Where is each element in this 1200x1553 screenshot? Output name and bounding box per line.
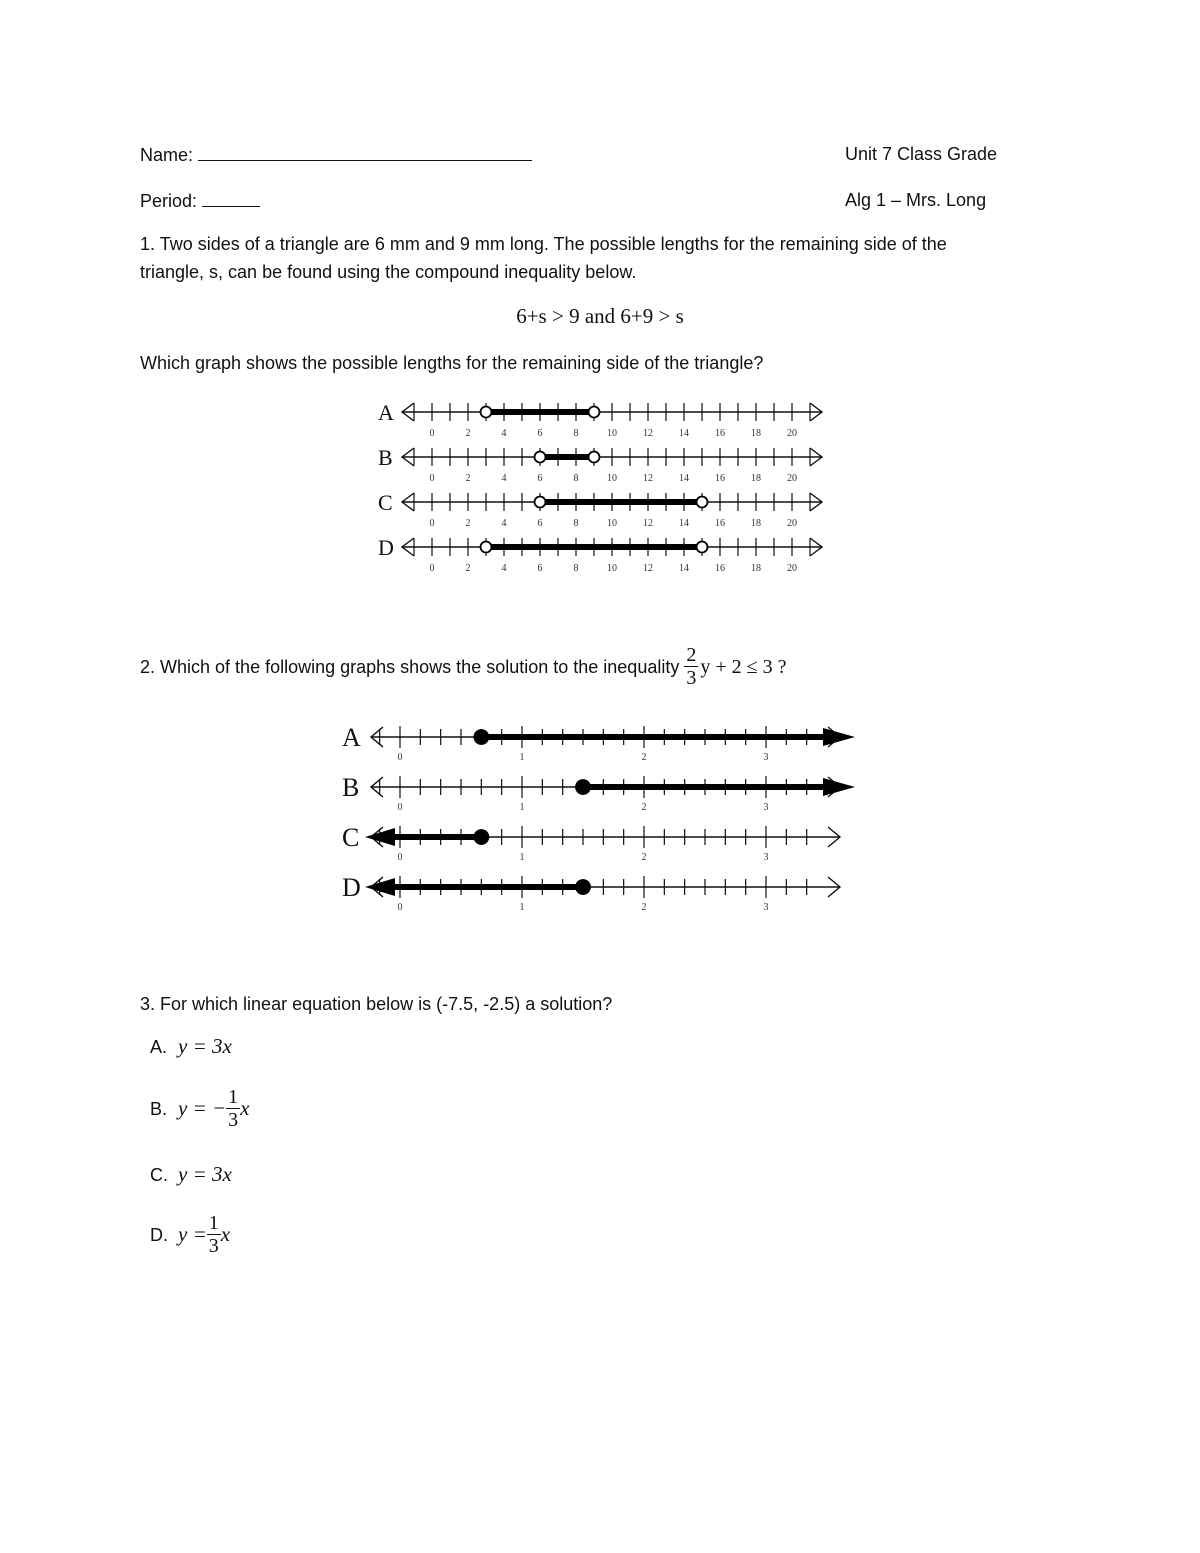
name-blank[interactable] — [198, 142, 532, 161]
tick-label: 16 — [715, 518, 725, 529]
tick-label: 6 — [537, 563, 543, 574]
q2-text — [140, 644, 787, 689]
q2-number-line-graphs — [335, 715, 875, 915]
q3-choice-d[interactable] — [150, 1212, 230, 1257]
tick-label: 12 — [643, 563, 653, 574]
tick-label: 2 — [465, 428, 471, 439]
choice-equation-lhs: y = − — [178, 1096, 227, 1120]
tick-label: 2 — [641, 752, 647, 763]
period-field — [140, 188, 260, 213]
tick-label: 20 — [787, 563, 797, 574]
choice-letter: C. — [150, 1164, 168, 1185]
tick-label: 14 — [679, 428, 689, 439]
endpoint-circle — [697, 497, 708, 508]
tick-label: 2 — [465, 518, 471, 529]
tick-label: 3 — [763, 752, 769, 763]
tick-label: 0 — [397, 902, 403, 913]
tick-label: 6 — [537, 428, 543, 439]
q1-text-line1 — [140, 232, 947, 256]
tick-label: 0 — [429, 563, 435, 574]
period-blank[interactable] — [202, 188, 260, 207]
q2-fraction — [684, 644, 698, 689]
endpoint-circle — [589, 407, 600, 418]
period-label: Period: — [140, 191, 198, 211]
tick-label: 3 — [763, 852, 769, 863]
tick-label: 14 — [679, 518, 689, 529]
frac-num: 1 — [208, 1212, 219, 1234]
ray-arrowhead-icon — [823, 778, 855, 796]
tick-label: 18 — [751, 428, 761, 439]
option-letter: D — [378, 535, 394, 560]
endpoint-circle — [481, 542, 492, 553]
name-label: Name: — [140, 145, 194, 165]
choice-var: x — [220, 1222, 231, 1246]
name-field — [140, 142, 532, 167]
tick-label: 18 — [751, 563, 761, 574]
tick-label: 6 — [537, 518, 543, 529]
tick-label: 10 — [607, 473, 617, 484]
tick-label: 2 — [641, 852, 647, 863]
frac-num: 1 — [228, 1086, 239, 1108]
tick-label: 20 — [787, 428, 797, 439]
choice-fraction — [226, 1086, 240, 1131]
q1-number: 1. — [140, 234, 156, 254]
tick-label: 16 — [715, 563, 725, 574]
tick-label: 4 — [501, 428, 507, 439]
tick-label: 2 — [465, 473, 471, 484]
tick-label: 2 — [465, 563, 471, 574]
tick-label: 1 — [519, 852, 525, 863]
choice-fraction — [207, 1212, 221, 1257]
tick-label: 4 — [501, 563, 507, 574]
tick-label: 2 — [641, 802, 647, 813]
option-letter: B — [342, 773, 360, 802]
frac-den: 3 — [208, 1235, 219, 1257]
q3-choice-b[interactable] — [150, 1086, 250, 1131]
endpoint-circle — [589, 452, 600, 463]
choice-letter: A. — [150, 1036, 168, 1057]
q3-text: For which linear equation below is (-7.5, -2.5) a solution? — [160, 994, 613, 1014]
endpoint-circle — [535, 452, 546, 463]
tick-label: 20 — [787, 473, 797, 484]
choice-equation-lhs: y = — [178, 1222, 207, 1246]
tick-label: 4 — [501, 518, 507, 529]
endpoint-dot — [576, 780, 590, 794]
endpoint-circle — [481, 407, 492, 418]
tick-label: 0 — [429, 473, 435, 484]
q2-prompt: Which of the following graphs shows the solution to the inequality — [160, 656, 680, 677]
tick-label: 0 — [429, 518, 435, 529]
option-letter: B — [378, 445, 393, 470]
course-title: Unit 7 Class Grade — [845, 144, 998, 164]
endpoint-circle — [535, 497, 546, 508]
q3-choice-a[interactable] — [150, 1034, 232, 1059]
tick-label: 18 — [751, 473, 761, 484]
tick-label: 16 — [715, 473, 725, 484]
tick-label: 6 — [537, 473, 543, 484]
choice-letter: D. — [150, 1224, 168, 1245]
q1-number-line-graphs — [360, 395, 840, 575]
option-letter: A — [378, 400, 394, 425]
q1-prompt: Which graph shows the possible lengths for the remaining side of the triangle? — [140, 353, 764, 373]
tick-label: 3 — [763, 802, 769, 813]
q2-inequality-rest: y + 2 ≤ 3 ? — [700, 655, 787, 678]
tick-label: 20 — [787, 518, 797, 529]
endpoint-dot — [576, 880, 590, 894]
option-letter: C — [378, 490, 393, 515]
tick-label: 18 — [751, 518, 761, 529]
tick-label: 0 — [397, 752, 403, 763]
tick-label: 8 — [573, 563, 579, 574]
option-letter: A — [342, 723, 361, 752]
tick-label: 1 — [519, 802, 525, 813]
q2-number: 2. — [140, 656, 156, 677]
choice-var: x — [240, 1096, 250, 1120]
tick-label: 14 — [679, 473, 689, 484]
choice-equation: y = 3x — [178, 1162, 232, 1186]
tick-label: 0 — [397, 802, 403, 813]
q2-frac-num: 2 — [686, 644, 697, 666]
choice-equation: y = 3x — [178, 1034, 232, 1058]
tick-label: 1 — [519, 902, 525, 913]
course-teacher: Alg 1 – Mrs. Long — [845, 190, 987, 210]
choice-letter: B. — [150, 1098, 168, 1119]
ray-arrowhead-icon — [823, 728, 855, 746]
option-letter: D — [342, 873, 361, 902]
tick-label: 12 — [643, 473, 653, 484]
endpoint-dot — [474, 730, 488, 744]
q3-number: 3. — [140, 994, 156, 1014]
tick-label: 10 — [607, 518, 617, 529]
frac-den: 3 — [228, 1109, 239, 1131]
tick-label: 10 — [607, 428, 617, 439]
tick-label: 12 — [643, 428, 653, 439]
q1-text: Two sides of a triangle are 6 mm and 9 mm long. The possible lengths for the remaining side of the — [159, 234, 947, 254]
tick-label: 10 — [607, 563, 617, 574]
endpoint-dot — [474, 830, 488, 844]
tick-label: 1 — [519, 752, 525, 763]
tick-label: 8 — [573, 428, 579, 439]
tick-label: 12 — [643, 518, 653, 529]
q3-choice-c[interactable] — [150, 1162, 232, 1187]
tick-label: 0 — [397, 852, 403, 863]
tick-label: 14 — [679, 563, 689, 574]
tick-label: 16 — [715, 428, 725, 439]
endpoint-circle — [697, 542, 708, 553]
tick-label: 8 — [573, 518, 579, 529]
tick-label: 0 — [429, 428, 435, 439]
tick-label: 3 — [763, 902, 769, 913]
q2-frac-den: 3 — [686, 667, 697, 689]
q3-text-line — [140, 992, 612, 1016]
tick-label: 4 — [501, 473, 507, 484]
tick-label: 2 — [641, 902, 647, 913]
tick-label: 8 — [573, 473, 579, 484]
q1-inequality: 6+s > 9 and 6+9 > s — [516, 304, 684, 328]
option-letter: C — [342, 823, 360, 852]
q1-text-line2: triangle, s, can be found using the compound inequality below. — [140, 262, 637, 282]
